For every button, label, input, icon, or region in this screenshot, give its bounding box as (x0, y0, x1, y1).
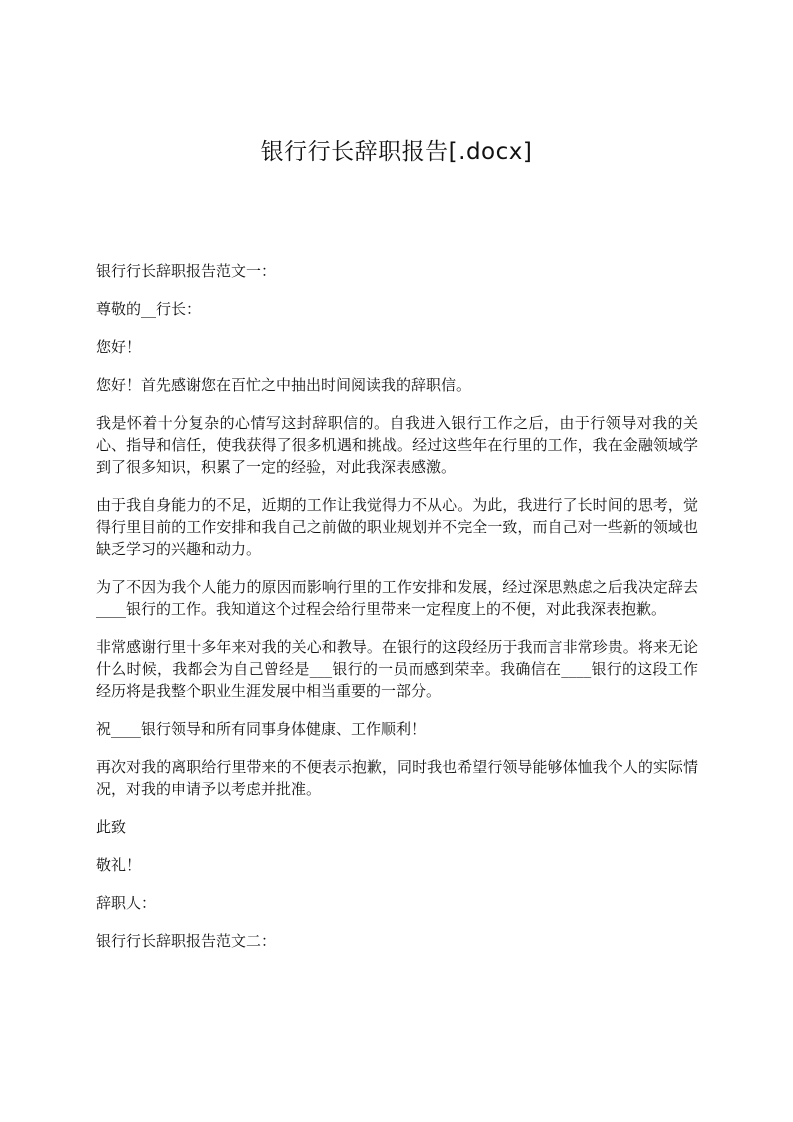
paragraph-opening: 您好！首先感谢您在百忙之中抽出时间阅读我的辞职信。 (96, 376, 472, 394)
paragraph-salutation: 尊敬的__行长： (96, 300, 202, 318)
paragraph-body-3: 为了不因为我个人能力的原因而影响行里的工作安排和发展，经过深思熟虑之后我决定辞去____银行的工作。我知道这个过程会给行里带来一定程度上的不便，对此我深表抱歉。 (96, 578, 698, 618)
paragraph-jingli: 敬礼！ (96, 856, 142, 874)
paragraph-cizhi: 此致 (96, 818, 127, 836)
paragraph-body-2: 由于我自身能力的不足，近期的工作让我觉得力不从心。为此，我进行了长时间的思考，觉得行里目前的工作安排和我自己之前做的职业规划并不完全一致，而自己对一些新的领域也缺乏学习的兴趣和动力。 (96, 496, 698, 558)
document-body (96, 260, 698, 968)
document-title: 银行行长辞职报告[.docx] (260, 139, 533, 165)
paragraph-heading-sample-two: 银行行长辞职报告范文二： (96, 932, 277, 950)
paragraph-signature: 辞职人： (96, 894, 157, 912)
paragraph-body-1: 我是怀着十分复杂的心情写这封辞职信的。自我进入银行工作之后，由于行领导对我的关心、指导和信任，使我获得了很多机遇和挑战。经过这些年在行里的工作，我在金融领域学到了很多知识，积累了一定的经验，对此我深表感激。 (96, 414, 698, 476)
paragraph-greeting: 您好！ (96, 338, 142, 356)
paragraph-heading-sample-one: 银行行长辞职报告范文一： (96, 262, 277, 280)
paragraph-closing: 再次对我的离职给行里带来的不便表示抱歉，同时我也希望行领导能够体恤我个人的实际情况，对我的申请予以考虑并批准。 (96, 758, 698, 798)
paragraph-body-4: 非常感谢行里十多年来对我的关心和教导。在银行的这段经历于我而言非常珍贵。将来无论什么时候，我都会为自己曾经是___银行的一员而感到荣幸。我确信在____银行的这段工作经历将是我整个职业生涯发展中相当重要的一部分。 (96, 638, 698, 700)
paragraph-wishes: 祝____银行领导和所有同事身体健康、工作顺利！ (96, 720, 427, 738)
